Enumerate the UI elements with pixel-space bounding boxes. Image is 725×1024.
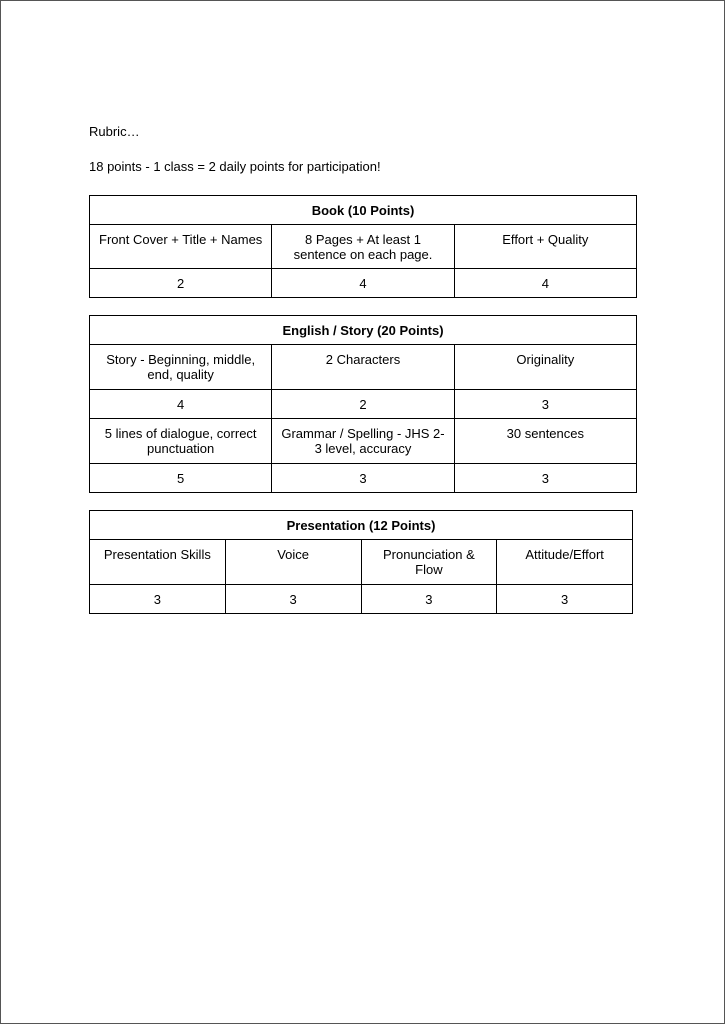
criteria-row <box>90 540 633 585</box>
criterion-cell: 5 lines of dialogue, correct punctuation <box>90 419 272 464</box>
criterion-cell: 8 Pages + At least 1 sentence on each page. <box>272 225 454 269</box>
rubric-title: Rubric… <box>89 124 140 139</box>
points-cell: 3 <box>90 585 226 614</box>
criterion-cell: Front Cover + Title + Names <box>90 225 272 269</box>
points-row <box>90 585 633 614</box>
points-cell: 5 <box>90 464 272 493</box>
criteria-row <box>90 345 637 390</box>
presentation-table-heading: Presentation (12 Points) <box>90 511 633 540</box>
presentation-rubric-table <box>89 510 633 614</box>
points-cell: 2 <box>90 269 272 298</box>
criterion-cell: Originality <box>454 345 636 390</box>
table-heading-row <box>90 196 637 225</box>
criteria-row <box>90 225 637 269</box>
points-cell: 3 <box>497 585 633 614</box>
points-cell: 4 <box>454 269 636 298</box>
book-table-heading: Book (10 Points) <box>90 196 637 225</box>
english-story-rubric-table <box>89 315 637 493</box>
criterion-cell: 30 sentences <box>454 419 636 464</box>
points-cell: 3 <box>225 585 361 614</box>
criterion-cell: Voice <box>225 540 361 585</box>
criteria-row <box>90 419 637 464</box>
criterion-cell: 2 Characters <box>272 345 454 390</box>
criterion-cell: Effort + Quality <box>454 225 636 269</box>
criterion-cell: Story - Beginning, middle, end, quality <box>90 345 272 390</box>
points-cell: 3 <box>361 585 497 614</box>
book-rubric-table <box>89 195 637 298</box>
points-cell: 4 <box>90 390 272 419</box>
english-table-heading: English / Story (20 Points) <box>90 316 637 345</box>
participation-note: 18 points - 1 class = 2 daily points for participation! <box>89 159 381 174</box>
points-cell: 3 <box>272 464 454 493</box>
points-cell: 3 <box>454 390 636 419</box>
points-cell: 2 <box>272 390 454 419</box>
points-row <box>90 269 637 298</box>
criterion-cell: Presentation Skills <box>90 540 226 585</box>
points-row <box>90 464 637 493</box>
criterion-cell: Grammar / Spelling - JHS 2-3 level, accuracy <box>272 419 454 464</box>
points-cell: 3 <box>454 464 636 493</box>
table-heading-row <box>90 316 637 345</box>
criterion-cell: Attitude/Effort <box>497 540 633 585</box>
criterion-cell: Pronunciation & Flow <box>361 540 497 585</box>
points-row <box>90 390 637 419</box>
points-cell: 4 <box>272 269 454 298</box>
table-heading-row <box>90 511 633 540</box>
